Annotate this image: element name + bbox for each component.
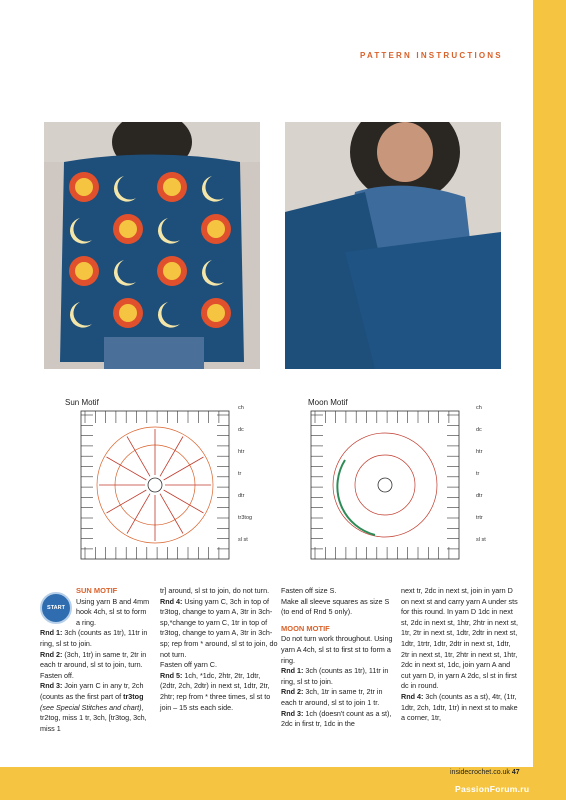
moon-rnd2: Rnd 2: 3ch, 1tr in same tr, 2tr in each tr around, sl st to join 1 tr. [281, 687, 383, 707]
column-3 [281, 586, 399, 730]
key-slst: sl st [476, 537, 486, 543]
sun-rnd4: Rnd 4: Using yarn C, 3ch in top of tr3tog, change to yarn A, 3tr in 3ch-sp,*change to yarn C, 1tr in top of tr3tog, change to yarn A, 3tr in 3ch-sp; rep from * around, sl st to join, do not turn. [160, 596, 278, 659]
column-4 [401, 586, 519, 724]
sun-rnd3: Rnd 3: Join yarn C in any tr, 2ch (counts as the first part of tr3tog (see Special Stitches and chart), tr2tog, miss 1 tr, 3ch, [tr3tog, 3ch, miss 1 [40, 681, 147, 733]
sun-motif-title: Sun Motif [65, 398, 99, 407]
key-dc: dc [238, 427, 244, 433]
moon-motif-title: Moon Motif [308, 398, 348, 407]
moon-rnd3-cont: next tr, 2dc in next st, join in yarn D on next st and carry yarn A under sts for this round. In yarn D 1dc in next st, 2dc in next st, 1htr, 2htr in next st, 1tr, 2tr in next st, 1dtr, 2dtr in next st, 1dtr, 1trtr, 1dtr, 2dtr in next st, 1dtr, 2tr in next st, 1tr, 2htr in next st, 1htr, 2dc in next st, 1dc, join yarn A and cut yarn D, in yarn A 2dc, sl st in first dc in round. [401, 586, 519, 691]
moon-motif-chart [305, 405, 465, 565]
sun-key [238, 405, 252, 559]
fasten-size-s: Fasten off size S. [281, 586, 337, 595]
key-trtr: trtr [476, 515, 483, 521]
right-margin-bar [533, 0, 566, 800]
key-dc: dc [476, 427, 482, 433]
sun-rnd1: Rnd 1: 3ch (counts as 1tr), 11tr in ring, sl st to join. [40, 628, 148, 648]
key-ch: ch [238, 405, 244, 411]
sun-fasten: Fasten off. [40, 670, 74, 680]
sun-rnd3-cont: tr] around, sl st to join, do not turn. [160, 586, 270, 595]
key-tr3tog: tr3tog [238, 515, 253, 521]
photo-cardigan-back [44, 122, 260, 369]
sun-rnd2: Rnd 2: (3ch, 1tr) in same tr, 2tr in each tr around, sl st to join, turn. [40, 649, 147, 670]
page-number: 47 [511, 769, 520, 776]
watermark: PassionForum.ru [455, 784, 530, 794]
key-ch: ch [476, 405, 482, 411]
moon-motif-heading: MOON MOTIF [281, 623, 330, 633]
sleeve-note: Make all sleeve squares as size S (to end of Rnd 5 only). [281, 596, 390, 617]
key-dtr: dtr [238, 493, 245, 499]
key-slst: sl st [238, 537, 248, 543]
moon-rnd3: Rnd 3: 1ch (doesn't count as a st), 2dc in first tr, 1dc in the [281, 708, 392, 729]
site-url[interactable]: insidecrochet.co.uk [450, 769, 510, 776]
page-footer [450, 769, 520, 776]
sun-motif-chart [75, 405, 235, 565]
sun-motif-heading: SUN MOTIF [76, 586, 118, 595]
sun-fasten-c: Fasten off yarn C. [160, 660, 217, 670]
moon-rnd4: Rnd 4: 3ch (counts as a st), 4tr, (1tr, 1dtr, 2ch, 1dtr, 1tr) in next st to make a corner, 1tr, [401, 691, 518, 723]
key-htr: htr [476, 449, 483, 455]
moon-rnd1: Rnd 1: 3ch (counts as 1tr), 11tr in ring, sl st to join. [281, 666, 389, 686]
moon-intro: Do not turn work throughout. Using yarn A 4ch, sl st to first st to form a ring. [281, 634, 393, 665]
sun-intro: Using yarn B and 4mm hook 4ch, sl st to form a ring. [76, 596, 150, 627]
section-header: PATTERN INSTRUCTIONS [360, 51, 503, 60]
moon-key [476, 405, 486, 559]
key-tr: tr [476, 471, 480, 477]
column-1 [40, 586, 150, 734]
key-tr: tr [238, 471, 242, 477]
key-htr: htr [238, 449, 245, 455]
column-2 [160, 586, 278, 713]
start-badge: START [40, 592, 72, 624]
photo-cardigan-sleeve [285, 122, 501, 369]
key-dtr: dtr [476, 493, 483, 499]
sun-rnd5: Rnd 5: 1ch, *1dc, 2htr, 2tr, 1dtr, (2dtr, 2ch, 2dtr) in next st, 1dtr, 2tr, 2htr; rep from * three times, sl st to join – 15 sts each side. [160, 670, 271, 712]
